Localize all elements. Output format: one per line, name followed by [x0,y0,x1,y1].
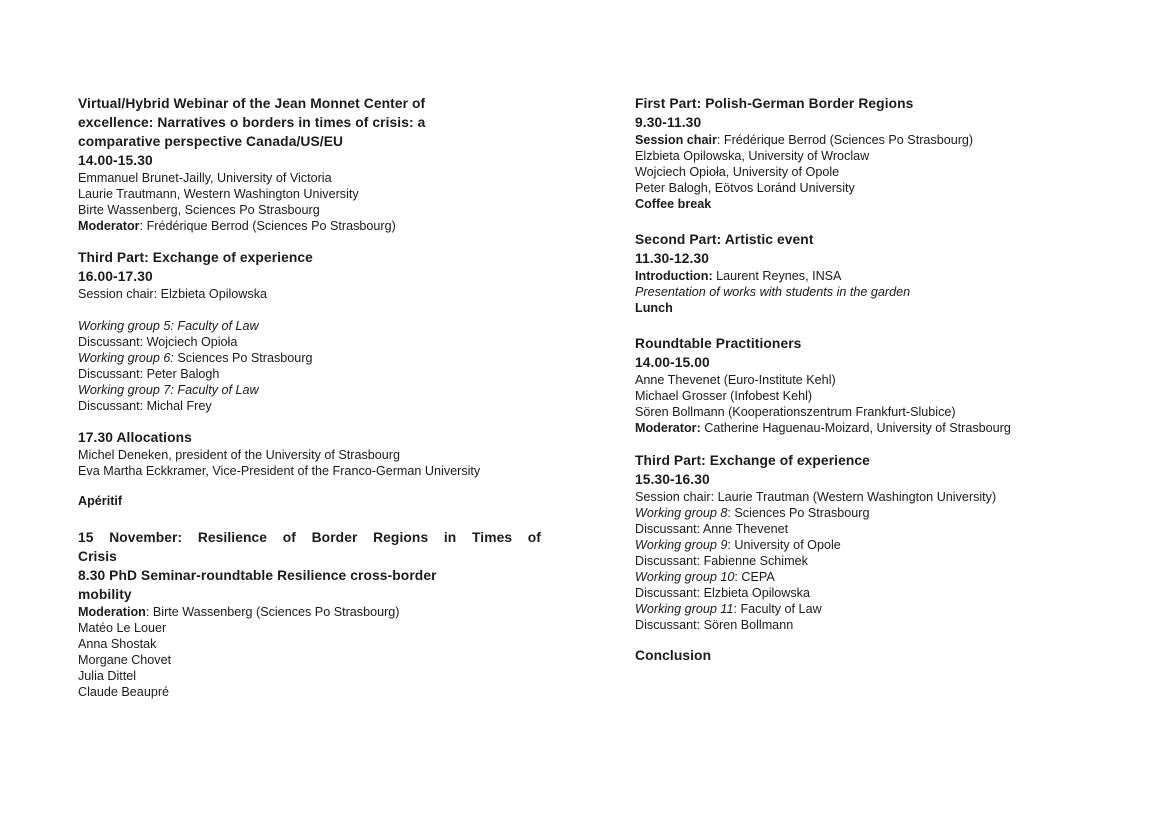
text-segment: Moderation [78,605,146,619]
text-line [78,202,541,218]
text-segment: Discussant: Elzbieta Opilowska [635,586,810,600]
text-segment: Working group 6: [78,351,174,365]
text-line [635,489,1048,505]
text-segment: Birte Wassenberg, Sciences Po Strasbourg [78,203,320,217]
section-body [635,268,1048,316]
text-segment: Discussant: Peter Balogh [78,367,220,381]
text-line [635,420,1048,436]
text-line [635,470,1048,489]
text-segment: Catherine Haguenau-Moizard, University of Strasbourg [700,421,1011,435]
text-segment: Conclusion [635,648,712,663]
text-segment: 15.30-16.30 [635,472,710,487]
text-segment: Working group 5: Faculty of Law [78,319,259,333]
section-heading [635,334,1048,372]
text-line [78,428,541,447]
text-segment: comparative perspective Canada/US/EU [78,134,344,149]
text-line [78,398,541,414]
text-segment: Julia Dittel [78,669,137,683]
text-line [78,334,541,350]
text-segment: Third Part: Exchange of experience [635,453,870,468]
text-segment: Session chair: Elzbieta Opilowska [78,287,267,301]
text-segment: Coffee break [635,197,712,211]
text-segment: Claude Beaupré [78,685,170,699]
text-segment: Anna Shostak [78,637,157,651]
text-line [78,366,541,382]
text-line [78,463,541,479]
text-line [78,652,541,668]
text-line [78,382,541,398]
text-line [78,286,541,302]
section-body [635,372,1048,436]
text-segment: 8.30 PhD Seminar-roundtable Resilience cross-border [78,568,437,583]
text-line [635,569,1048,585]
text-segment: excellence: Narratives o borders in times of crisis: a [78,115,426,130]
text-segment: 16.00-17.30 [78,269,153,284]
text-line [635,553,1048,569]
text-line [78,132,541,151]
text-segment: Working group 9 [635,538,728,552]
text-segment: Matéo Le Louer [78,621,167,635]
text-segment: Apéritif [78,494,123,508]
text-line [78,186,541,202]
section-body [78,447,541,479]
section-heading [78,94,541,170]
text-segment: Roundtable Practitioners [635,336,802,351]
text-line [635,164,1048,180]
text-line [78,493,541,509]
text-line [635,113,1048,132]
text-line [78,620,541,636]
text-line [78,267,541,286]
text-segment: Michael Grosser (Infobest Kehl) [635,389,813,403]
text-line [635,196,1048,212]
text-segment: Session chair [635,133,717,147]
text-segment: Working group 7: Faculty of Law [78,383,259,397]
text-segment: 9.30-11.30 [635,115,702,130]
text-segment: Anne Thevenet (Euro-Institute Kehl) [635,373,836,387]
text-segment: First Part: Polish-German Border Regions [635,96,914,111]
section-body [78,170,541,234]
text-line [635,334,1048,353]
text-segment: : University of Opole [727,538,841,552]
text-segment: Discussant: Wojciech Opioła [78,335,238,349]
text-line [635,148,1048,164]
program-column-left [78,94,541,700]
text-line [635,646,1048,665]
text-segment: Moderator [78,219,140,233]
text-line [635,300,1048,316]
text-segment: Session chair: Laurie Trautman (Western Washington University) [635,490,997,504]
text-line [635,372,1048,388]
text-line [78,585,541,604]
text-segment: Laurie Trautmann, Western Washington University [78,187,359,201]
text-segment: 15 November: Resilience of Border Regions in Times of [78,530,541,545]
text-line [635,132,1048,148]
text-segment: Working group 10 [635,570,735,584]
section-heading [78,428,541,447]
section-body [635,489,1048,633]
text-line [635,180,1048,196]
text-line [635,94,1048,113]
text-segment: : Sciences Po Strasbourg [727,506,870,520]
text-line [78,668,541,684]
text-segment: Sören Bollmann (Kooperationszentrum Frankfurt-Slubice) [635,405,956,419]
section-heading [635,94,1048,132]
text-line [635,230,1048,249]
text-segment: Second Part: Artistic event [635,232,814,247]
text-line [635,268,1048,284]
text-line [78,248,541,267]
section-heading [78,528,541,604]
text-line [78,318,541,334]
text-segment: 11.30-12.30 [635,251,709,266]
section-heading [635,451,1048,489]
section-body [78,286,541,302]
text-line [635,388,1048,404]
text-segment: Laurent Reynes, INSA [712,269,842,283]
text-segment: Eva Martha Eckkramer, Vice-President of the Franco-German University [78,464,481,478]
text-segment: Lunch [635,301,673,315]
text-line [635,353,1048,372]
text-segment: Morgane Chovet [78,653,172,667]
text-line [635,404,1048,420]
text-line [78,566,541,585]
text-segment: Sciences Po Strasbourg [173,351,313,365]
text-segment: Discussant: Fabienne Schimek [635,554,808,568]
text-segment: Working group 8 [635,506,728,520]
text-line [78,218,541,234]
text-segment: Introduction: [635,269,713,283]
text-line [78,170,541,186]
text-segment: Moderator: [635,421,701,435]
text-segment: : CEPA [734,570,775,584]
text-segment: Presentation of works with students in the garden [635,285,911,299]
text-line [78,113,541,132]
text-segment: Discussant: Michal Frey [78,399,212,413]
section-body [78,604,541,700]
text-line [78,604,541,620]
section-heading [635,646,1048,665]
text-line [78,528,541,547]
text-line [78,151,541,170]
text-line [78,684,541,700]
text-segment: 14.00-15.00 [635,355,710,370]
text-line [635,505,1048,521]
text-segment: Michel Deneken, president of the University of Strasbourg [78,448,401,462]
text-segment: 14.00-15.30 [78,153,153,168]
text-line [635,521,1048,537]
text-segment: Third Part: Exchange of experience [78,250,313,265]
text-line [635,451,1048,470]
text-segment: Discussant: Sören Bollmann [635,618,794,632]
text-line [78,547,541,566]
section-body [78,318,541,414]
text-line [78,447,541,463]
text-line [635,601,1048,617]
text-segment: Crisis [78,549,117,564]
text-segment: : Frédérique Berrod (Sciences Po Strasbourg) [139,219,396,233]
program-column-right [635,94,1048,665]
text-segment: Peter Balogh, Eötvos Loránd University [635,181,855,195]
text-line [78,94,541,113]
text-segment: 17.30 Allocations [78,430,192,445]
section-body [78,493,541,509]
text-line [635,585,1048,601]
text-line [635,249,1048,268]
text-segment: Discussant: Anne Thevenet [635,522,789,536]
text-line [78,636,541,652]
section-heading [635,230,1048,268]
text-line [635,617,1048,633]
text-segment: Working group 11 [635,602,734,616]
text-segment: : Faculty of Law [733,602,822,616]
text-segment: Elzbieta Opilowska, University of Wroclaw [635,149,870,163]
text-line [78,350,541,366]
text-segment: : Birte Wassenberg (Sciences Po Strasbourg) [145,605,400,619]
text-segment: Emmanuel Brunet-Jailly, University of Victoria [78,171,332,185]
text-line [635,284,1048,300]
text-segment: mobility [78,587,132,602]
section-heading [78,248,541,286]
text-line [635,537,1048,553]
text-segment: Wojciech Opioła, University of Opole [635,165,840,179]
section-body [635,132,1048,212]
text-segment: : Frédérique Berrod (Sciences Po Strasbourg) [716,133,974,147]
text-segment: Virtual/Hybrid Webinar of the Jean Monnet Center of [78,96,426,111]
